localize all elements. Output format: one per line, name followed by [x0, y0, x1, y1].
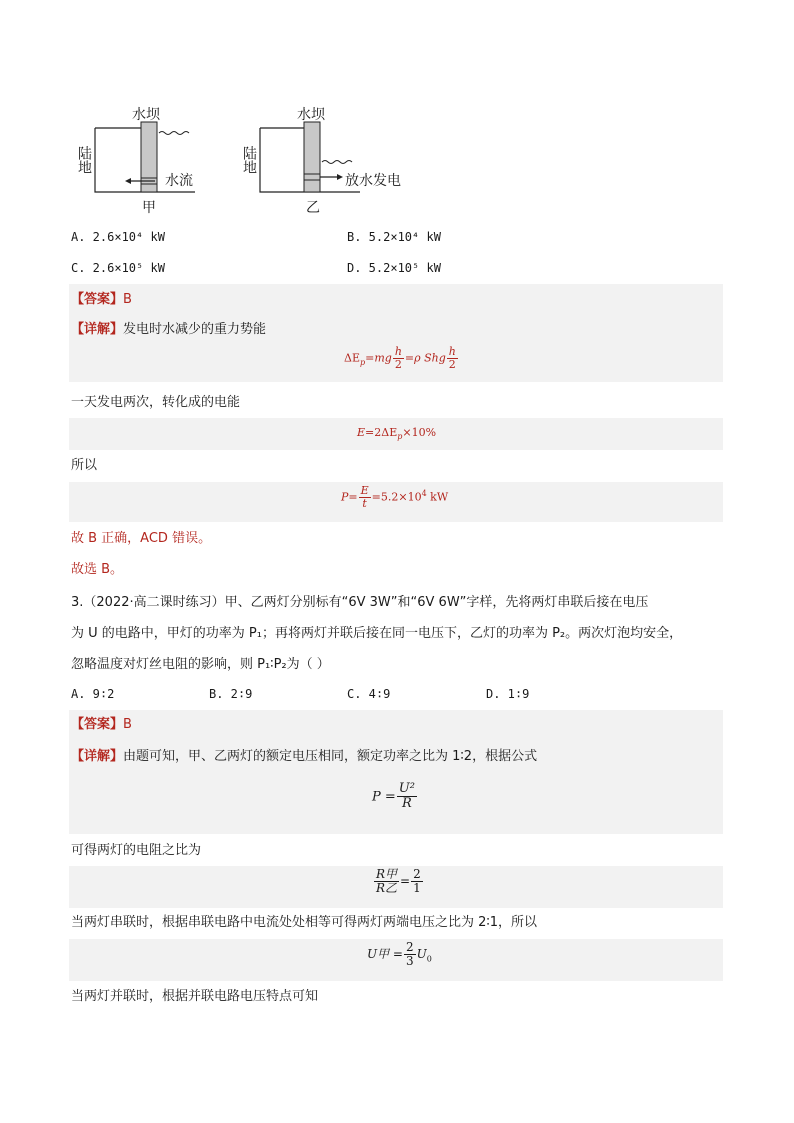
q2-f3-sup: 4	[421, 488, 427, 498]
q3-option-d: D. 1∶9	[486, 687, 530, 701]
q2-option-b: B. 5.2×10⁴ kW	[347, 230, 441, 244]
q2-f1-eq2: =ρ Shg	[404, 351, 446, 365]
q3-answer-block	[69, 710, 723, 834]
q3-f2-frac1	[374, 868, 399, 895]
q3-answer-tag: 【答案】	[71, 717, 124, 732]
q3-f3-num: 2	[405, 940, 414, 954]
dam-label-left: 水坝	[132, 107, 160, 123]
q2-f3-num: E	[360, 484, 369, 497]
q2-answer: B	[123, 292, 132, 307]
q2-f1-frac1	[393, 346, 404, 371]
q2-f2-sub: p	[397, 432, 403, 442]
q2-detail-text: 发电时水减少的重力势能	[123, 322, 267, 337]
q2-f1-eq1: =mg	[365, 351, 392, 365]
q2-f3-den: t	[362, 497, 367, 511]
q3-f3-lhs: U甲 =	[367, 947, 403, 962]
land-label-right: 陆地	[241, 146, 257, 174]
q3-f3-frac	[404, 941, 416, 968]
caption-left: 甲	[142, 200, 156, 216]
q2-detail-line	[71, 320, 266, 340]
q3-detail-text: 由题可知，甲、乙两灯的额定电压相同，额定功率之比为 1∶2，根据公式	[123, 749, 538, 764]
q2-f1-frac2	[447, 346, 458, 371]
q2-formula-3	[341, 485, 448, 510]
q3-f2-num: R甲	[376, 867, 398, 881]
flow-label-right: 放水发电	[345, 173, 401, 189]
q3-f2-eq: =	[400, 874, 411, 889]
q2-f1-lhs: ΔE	[344, 351, 360, 365]
q2-option-a: A. 2.6×10⁴ kW	[71, 230, 165, 244]
q2-f1-den2: 2	[448, 358, 456, 372]
q3-formula-3	[367, 941, 432, 968]
q2-answer-tag: 【答案】	[71, 292, 124, 307]
q3-answer-line	[71, 715, 132, 735]
q2-line4: 故 B 正确，ACD 错误。	[71, 531, 212, 546]
q3-f1-frac	[397, 782, 417, 812]
q2-line3: 所以	[71, 458, 98, 473]
q2-f2-lhs: E	[357, 426, 366, 439]
q3-stem-2: 为 U 的电路中，甲灯的功率为 P₁；再将两灯并联后接在同一电压下，乙灯的功率为 P₂。两次灯泡均安全，	[71, 626, 683, 641]
q3-formula-1	[372, 782, 418, 812]
caption-right: 乙	[306, 200, 320, 216]
q3-f3-rhs: U	[416, 947, 427, 962]
q2-detail-tag: 【详解】	[71, 322, 124, 337]
q3-detail-line	[71, 747, 537, 767]
q3-option-c: C. 4∶9	[347, 687, 391, 701]
q2-formula-2	[357, 426, 436, 441]
q2-formula-1	[344, 346, 459, 371]
q3-f1-lhs: P =	[372, 789, 396, 805]
q3-f2-den: R乙	[376, 881, 398, 896]
q3-stem-3: 忽略温度对灯丝电阻的影响，则 P₁∶P₂为（ ）	[71, 657, 330, 672]
q2-option-d: D. 5.2×10⁵ kW	[347, 261, 441, 275]
q3-f3-den: 3	[405, 954, 414, 969]
q3-line2: 可得两灯的电阻之比为	[71, 843, 202, 858]
q3-answer: B	[123, 717, 132, 732]
q3-f2-num2: 2	[413, 867, 421, 881]
q3-line4: 当两灯并联时，根据并联电路电压特点可知	[71, 989, 319, 1004]
q3-detail-tag: 【详解】	[71, 749, 124, 764]
q3-f1-den: R	[401, 796, 412, 812]
q2-f2-rhs: =2ΔE	[365, 426, 398, 439]
q3-formula-2	[373, 868, 424, 895]
q3-f2-frac2	[411, 868, 423, 895]
land-label-left: 陆地	[76, 146, 92, 174]
q2-f1-sub: p	[359, 357, 366, 367]
q2-f1-den1: 2	[394, 358, 402, 372]
dam-label-right: 水坝	[297, 107, 325, 123]
q3-option-b: B. 2∶9	[209, 687, 253, 701]
q3-f3-sub: 0	[426, 954, 432, 964]
q3-f2-den2: 1	[413, 881, 421, 896]
q2-f3-unit: kW	[426, 490, 449, 504]
q2-f3-frac	[359, 485, 371, 510]
q3-stem-1: 3.（2022·高二课时练习）甲、乙两灯分别标有“6V 3W”和“6V 6W”字样，先将两灯串联后接在电压	[71, 595, 649, 610]
q2-f1-num1: h	[394, 345, 402, 358]
q3-line3: 当两灯串联时，根据串联电路中电流处处相等可得两灯两端电压之比为 2∶1，所以	[71, 915, 538, 930]
q3-f1-num: U²	[398, 781, 415, 796]
q2-line5: 故选 B。	[71, 562, 124, 577]
q2-answer-line	[71, 290, 132, 310]
q2-option-c: C. 2.6×10⁵ kW	[71, 261, 165, 275]
q2-f1-num2: h	[448, 345, 456, 358]
q2-line2: 一天发电两次，转化成的电能	[71, 395, 241, 410]
q2-f3-rhs: =5.2×10	[371, 490, 422, 504]
q2-f2-tail: ×10%	[402, 426, 437, 439]
flow-label-left: 水流	[165, 173, 193, 189]
q2-f3-lhs: P=	[341, 490, 358, 504]
q3-option-a: A. 9∶2	[71, 687, 115, 701]
